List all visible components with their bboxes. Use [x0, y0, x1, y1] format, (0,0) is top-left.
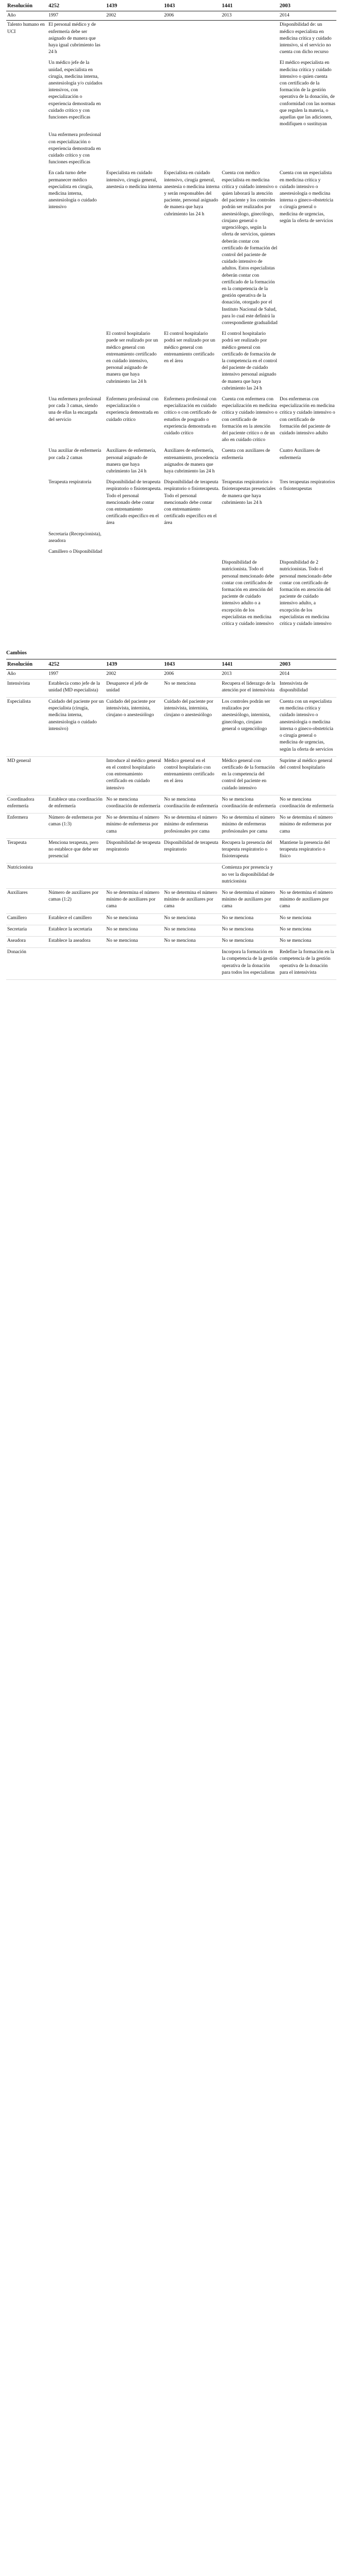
table-cell: Redefine la formación en la competencia de la gestión operativa de la donación para el intensivista: [279, 948, 336, 980]
table-cell: No se menciona: [105, 925, 163, 936]
table-row: [6, 925, 336, 936]
year-cell: 2006: [163, 11, 221, 21]
header-1043: 1043: [163, 1, 221, 11]
table-cell: No se menciona coordinación de enfermería: [279, 795, 336, 813]
table-cell: [105, 21, 163, 59]
table-cell: Suprime al médico general del control hospitalario: [279, 756, 336, 795]
table-cell: Establece la aseadora: [47, 936, 105, 947]
table-cell: No se menciona: [279, 913, 336, 925]
year-cell: 1997: [47, 11, 105, 21]
table-cell: Cuenta con médico especialista en medicina crítica y cuidado intensivo o quien laborará la atención del paciente y los controles podrán ser realizados por anestesiólogo, ginecólogo, cirujano general o urgenciólogo, según la oferta de servicios, quienes deberán contar con certificado de formación del control del paciente de cuidado intensivo de adultos. Estos especialistas deberán contar con certificado de la formación en la competencia de la gestión operativa de la donación, otorgado por el Instituto Nacional de Salud, para lo cual este definirá la correspondiente gradualidad: [222, 171, 278, 326]
year-cell: 2014: [279, 670, 336, 679]
table-cell: Incorpora la formación en la competencia de la gestión operativa de la donación para todos los especialistas: [221, 948, 279, 980]
table-cell: Los controles podrán ser realizados por anestesiólogo, internista, ginecólogo, cirujano general o urgenciólogo: [221, 698, 279, 757]
table-cell: No se menciona coordinación de enfermería: [105, 795, 163, 813]
table-cell: No se menciona: [163, 679, 221, 697]
row-label: [6, 548, 47, 558]
row-label: [6, 169, 47, 330]
table-cell: [221, 21, 279, 59]
row-label: [6, 395, 47, 447]
table-cell: El médico especialista en medicina crítica y cuidado intensivo o quien cuenta con certificado de la formación de la gestión operativa de la donación, de conformidad con las normas que regulen la materia, o aquellas que las adicionen, modifiquen o sustituyan: [280, 60, 335, 127]
table-cell: No se menciona: [279, 925, 336, 936]
table-cell: El control hospitalario podrá ser realizado por un médico general con entrenamiento certificado en el área: [164, 331, 216, 364]
year-cell: 1997: [47, 670, 105, 679]
table-row: [6, 330, 336, 395]
table-cell: [47, 330, 105, 395]
table-cell: En cada turno debe permanecer médico especialista en cirugía, medicina interna, anestesiología o cuidado intensivo: [48, 171, 97, 210]
table-cell: [163, 948, 221, 980]
table-cell: Cuenta con auxiliares de enfermería: [222, 448, 270, 461]
table-row: [6, 548, 336, 558]
table-row: [6, 838, 336, 863]
row-label: Nutricionista: [6, 863, 47, 889]
table-cell: Especialista en cuidado intensivo, cirugía general, anestesia o medicina interna: [106, 171, 162, 190]
table-cell: [105, 548, 163, 558]
changes-title: Cambios: [6, 650, 27, 656]
table-row: [6, 59, 336, 131]
table-cell: Auxiliares de enfermería, personal asignado de manera que haya cubrimiento las 24 h: [106, 448, 156, 474]
year-cell: 2002: [105, 11, 163, 21]
table-row: [6, 558, 336, 631]
table-cell: Tres terapeutas respiratorios o fisioterapeutas: [280, 480, 335, 492]
year-row: [6, 11, 336, 21]
table-cell: Una enfermera profesional por cada 3 camas, siendo una de ellas la encargada del servicio: [48, 396, 101, 422]
table-cell: Menciona terapeuta, pero no establece que debe ser presencial: [47, 838, 105, 863]
table-cell: Establece el camillero: [47, 913, 105, 925]
table-cell: Dos enfermeras con especialización en medicina crítica y cuidado intensivo o con certificado de formación del paciente de cuidado intensivo adulto: [280, 396, 335, 436]
table-cell: Especialista en cuidado intensivo, cirugía general, anestesia o medicina interna y serán responsables del paciente, personal asignado de manera que haya cubrimiento las 24 h: [164, 171, 220, 217]
table-cell: El control hospitalario podrá ser realizado por médico general con certificado de formación de la competencia en el control del paciente de cuidado intensivo personal asignado de manera que haya cubrimiento las 24 h: [222, 331, 278, 391]
table-cell: [221, 59, 279, 131]
table-cell: Médico general en el control hospitalario con entrenamiento certificado en el área: [163, 756, 221, 795]
table-cell: No se determina el número mínimo de enfermeras profesionales por cama: [163, 814, 221, 839]
table-cell: [279, 548, 336, 558]
table-row: [6, 530, 336, 548]
year-cell: 2014: [279, 11, 336, 21]
row-label: [6, 530, 47, 548]
table-cell: [105, 558, 163, 631]
table-cell: Disponibilidad de terapeuta respiratorio o fisioterapeuta. Todo el personal mencionado debe contar con entrenamiento certificado específico en el área: [164, 480, 220, 526]
table-cell: El personal médico y de enfermería debe ser asignado de manera que haya igual cubrimiento las 24 h: [48, 22, 101, 55]
table-cell: No se menciona: [221, 936, 279, 947]
table-cell: Cuidado del paciente por un especialista (cirugía, medicina interna, anestesiología o cuidado intensivo): [47, 698, 105, 757]
table-cell: Médico general con certificado de la formación en la competencia del control del paciente en cuidado intensivo: [221, 756, 279, 795]
table-cell: El control hospitalario puede ser realizado por un médico general con entrenamiento certificado en cuidado intensivo, personal asignado de manera que haya cubrimiento las 24 h: [106, 331, 158, 384]
header-1441: 1441: [221, 659, 279, 670]
row-label: MD general: [6, 756, 47, 795]
row-label: Talento humano en UCI: [7, 22, 45, 35]
table-cell: No se menciona: [221, 925, 279, 936]
row-label: Secretaria: [6, 925, 47, 936]
table-cell: Cuidado del paciente por intensivista, internista, cirujano o anestesiólogo: [163, 698, 221, 757]
table-cell: No se determina el número mínimo de enfermeras profesionales por cama: [221, 814, 279, 839]
year-cell: 2013: [221, 11, 279, 21]
table-row: [6, 888, 336, 913]
table-row: [6, 169, 336, 330]
table-row: [6, 948, 336, 980]
table-header: [6, 1, 336, 11]
header-resolucion: Resolución: [6, 659, 47, 670]
table-cell: [163, 863, 221, 889]
row-label: Aseadora: [6, 936, 47, 947]
row-label: Camillero: [6, 913, 47, 925]
table-cell: [105, 131, 163, 169]
table-cell: No se menciona: [105, 936, 163, 947]
table-cell: Número de auxiliares por camas (1:2): [47, 888, 105, 913]
table-row: [6, 756, 336, 795]
table-row: [6, 698, 336, 757]
table-row: [6, 814, 336, 839]
row-label: Coordinadora enfermería: [6, 795, 47, 813]
table-cell: No se menciona: [279, 936, 336, 947]
row-label: [6, 131, 47, 169]
row-label: Auxiliares: [6, 888, 47, 913]
table-cell: [47, 863, 105, 889]
table-cell: [221, 548, 279, 558]
table-cell: [279, 330, 336, 395]
table-cell: Cuenta con enfermera con especialización en medicina crítica y cuidado intensivo o con certificado de formación en la atención del paciente crítico o de un año en cuidado crítico: [222, 396, 278, 443]
year-cell: 2002: [105, 670, 163, 679]
table-cell: No se menciona: [163, 925, 221, 936]
table-cell: No se menciona: [163, 913, 221, 925]
table-row: [6, 936, 336, 947]
changes-table: [6, 659, 336, 980]
table-cell: Número de enfermeras por camas (1:3): [47, 814, 105, 839]
table-row: [6, 679, 336, 697]
table-cell: No se menciona: [163, 936, 221, 947]
table-cell: Desaparece el jefe de unidad: [105, 679, 163, 697]
table-cell: [47, 948, 105, 980]
header-1439: 1439: [105, 1, 163, 11]
header-resolucion: Resolución: [6, 1, 47, 11]
table-cell: Terapeutas respiratorios o fisioterapeutas presenciales de manera que haya cubrimiento las 24 h: [222, 480, 276, 505]
table-cell: Comienza por presencia y no ver la disponibilidad de nutricionista: [221, 863, 279, 889]
table-cell: Camillero o Disponibilidad: [48, 549, 102, 555]
table-row: [6, 913, 336, 925]
table-cell: [105, 59, 163, 131]
table-cell: No se menciona coordinación de enfermería: [163, 795, 221, 813]
table-cell: [105, 948, 163, 980]
table-cell: Introduce al médico general en el control hospitalario con entrenamiento certificado en cuidado intensivo: [105, 756, 163, 795]
table-cell: Disponibilidad de terapeuta respiratorio: [105, 838, 163, 863]
table-cell: [163, 558, 221, 631]
header-4252: 4252: [47, 659, 105, 670]
table-cell: Intensivista de disponibilidad: [279, 679, 336, 697]
table-row: [6, 395, 336, 447]
table-cell: [163, 21, 221, 59]
row-label: [6, 478, 47, 530]
table-cell: [105, 863, 163, 889]
row-label: Especialista: [6, 698, 47, 757]
header-2003: 2003: [279, 659, 336, 670]
table-cell: [221, 530, 279, 548]
table-row: [6, 478, 336, 530]
year-label: Año: [6, 11, 47, 21]
table-cell: Terapeuta respiratoria: [48, 480, 91, 485]
table-cell: Cuatro Auxiliares de enfermería: [280, 448, 320, 461]
table-cell: Un médico jefe de la unidad, especialista en cirugía, medicina interna, anestesiología y/o cuidados intensivos, con especialización o experiencia demostrada en cuidado crítico y con funciones específicas: [48, 60, 103, 121]
table-cell: Recupera la presencia del terapeuta respiratorio o fisioterapeuta: [221, 838, 279, 863]
table-cell: Secretaria (Recepcionista), aseadora: [48, 531, 102, 544]
row-label: [6, 447, 47, 478]
table-cell: No se menciona: [105, 913, 163, 925]
row-label: Donación: [6, 948, 47, 980]
header-1043: 1043: [163, 659, 221, 670]
table-row: [6, 447, 336, 478]
year-cell: 2006: [163, 670, 221, 679]
table-row: [6, 131, 336, 169]
table-cell: [221, 131, 279, 169]
row-label: Intensivista: [6, 679, 47, 697]
row-label: Terapeuta: [6, 838, 47, 863]
table-row: [6, 795, 336, 813]
header-2003: 2003: [279, 1, 336, 11]
table-cell: [163, 548, 221, 558]
row-label: [6, 330, 47, 395]
table-cell: Disponibilidad de: un médico especialista en medicina crítica y cuidado intensivo, si el servicio no cuenta con dicho recurso: [280, 22, 332, 55]
table-cell: Cuidado del paciente por intensivista, internista, cirujano o anestesiólogo: [105, 698, 163, 757]
row-label: Enfermera: [6, 814, 47, 839]
table-header: [6, 659, 336, 670]
table-cell: [163, 59, 221, 131]
table-cell: Disponibilidad de terapeuta respiratorio o fisioterapeuta. Todo el personal mencionado debe contar con entrenamiento certificado específico en el área: [106, 480, 162, 526]
document: [0, 0, 336, 980]
table-cell: Enfermera profesional con especialización en cuidado crítico o con certificado de estudios de posgrado o experiencia demostrada en cuidado crítico: [164, 396, 217, 436]
table-cell: [47, 756, 105, 795]
table-cell: [279, 863, 336, 889]
table-cell: Establece la secretaria: [47, 925, 105, 936]
year-row: [6, 670, 336, 679]
table-cell: Enfermera profesional con especialización o experiencia demostrada en cuidado crítico: [106, 396, 159, 422]
table-cell: No se determina el número mínimo de enfermeras por cama: [105, 814, 163, 839]
header-4252: 4252: [47, 1, 105, 11]
table-cell: No se determina el número mínimo de auxiliares por cama: [105, 888, 163, 913]
table-cell: Disponibilidad de terapeuta respiratorio: [163, 838, 221, 863]
table-cell: No se menciona: [221, 913, 279, 925]
table-cell: Establecía como jefe de la unidad (MD especialista): [47, 679, 105, 697]
table-cell: [163, 530, 221, 548]
table-cell: Cuenta con un especialista en medicina crítica y cuidado intensivo o anestesiología o medicina interna o gineco-obstetricia o cirugía general o medicina de urgencias, según la oferta de servicios: [279, 698, 336, 757]
table-cell: Establece una coordinación de enfermería: [47, 795, 105, 813]
table-cell: Cuenta con un especialista en medicina crítica y cuidado intensivo o anestesiología o medicina interna o gineco-obstetricia o cirugía general o medicina de urgencias, según la oferta de servicios: [280, 171, 333, 224]
table-cell: [105, 530, 163, 548]
table-row: [6, 21, 336, 59]
table-cell: Disponibilidad de nutricionista. Todo el personal mencionado debe contar con certificados de formación en atención del paciente de cuidado intensivo adulto o a excepción de los especialistas en medicina crítica y cuidado intensivo: [222, 560, 274, 627]
table-cell: Auxiliares de enfermería, entrenamiento, procedencia asignados de manera que haya cubrimiento las 24 h: [164, 448, 218, 474]
table-row: [6, 863, 336, 889]
staffing-table: [6, 1, 336, 631]
header-1441: 1441: [221, 1, 279, 11]
table-cell: No se determina el número mínimo de auxiliares por cama: [279, 888, 336, 913]
table-cell: Una auxiliar de enfermería por cada 2 camas: [48, 448, 102, 461]
row-label: [6, 59, 47, 131]
table-cell: No se menciona coordinación de enfermería: [221, 795, 279, 813]
table-cell: Disponibilidad de 2 nutricionistas. Todo el personal mencionado debe contar con certificado de formación en atención del paciente de cuidado intensivo adulto, a excepción de los especialistas en medicina crítica y cuidado intensivo: [280, 560, 332, 627]
table-cell: Mantiene la presencia del terapeuta respiratorio o físico: [279, 838, 336, 863]
table-cell: No se determina el número mínimo de enfermeras por cama: [279, 814, 336, 839]
header-1439: 1439: [105, 659, 163, 670]
year-cell: 2013: [221, 670, 279, 679]
table-cell: [163, 131, 221, 169]
year-label: Año: [6, 670, 47, 679]
table-cell: No se determina el número mínimo de auxiliares por cama: [221, 888, 279, 913]
table-cell: [279, 131, 336, 169]
table-cell: [47, 558, 105, 631]
table-cell: No se determina el número mínimo de auxiliares por cama: [163, 888, 221, 913]
table-cell: Recupera el liderazgo de la atención por el intensivista: [221, 679, 279, 697]
table-cell: Una enfermera profesional con especialización o experiencia demostrada en cuidado crítico y con funciones específicas: [48, 132, 101, 165]
row-label: [6, 558, 47, 631]
table-cell: [279, 530, 336, 548]
